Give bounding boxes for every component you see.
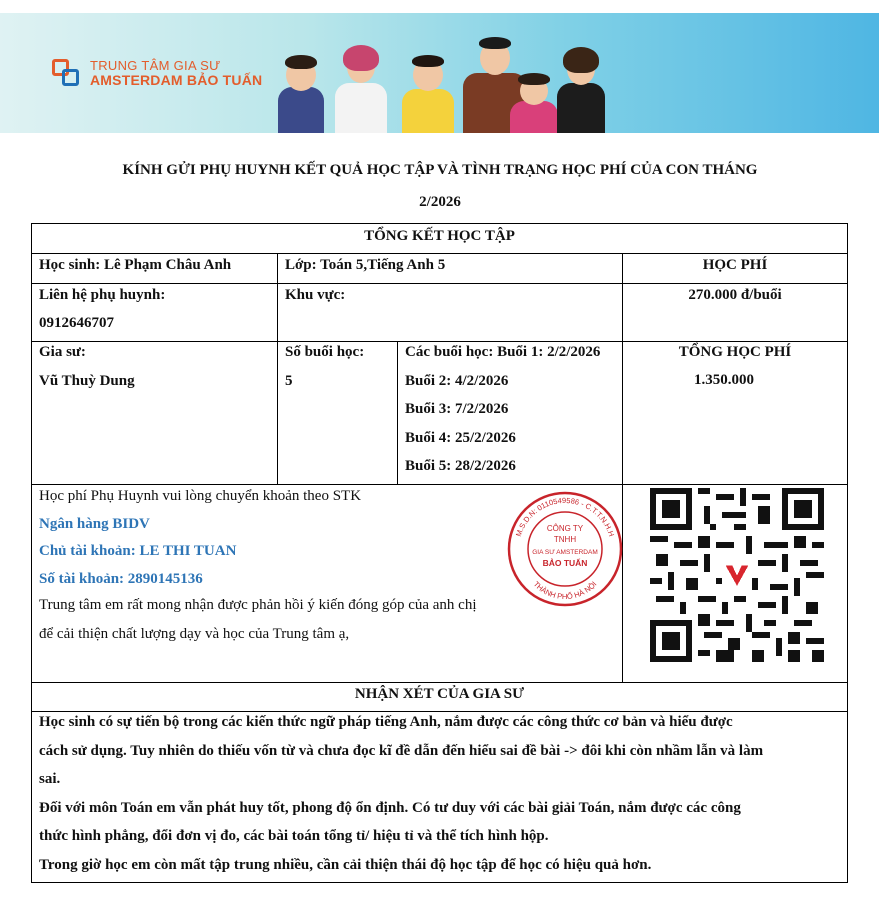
feedback-line1: Trung tâm em rất mong nhận được phản hồi ý kiến đóng góp của anh chị — [39, 597, 477, 613]
report-month: 2/2026 — [419, 194, 461, 210]
total-fee-label: TỔNG HỌC PHÍ — [678, 344, 792, 360]
fee-header: HỌC PHÍ — [702, 257, 768, 273]
logo-line1: TRUNG TÂM GIA SƯ — [90, 58, 221, 74]
tutor-name: Vũ Thuỳ Dung — [39, 373, 135, 389]
student-name: Học sinh: Lê Phạm Châu Anh — [39, 257, 232, 273]
logo-line2: AMSTERDAM BẢO TUẤN — [90, 72, 263, 89]
parent-contact-label: Liên hệ phụ huynh: — [39, 287, 166, 303]
center-logo — [52, 59, 262, 89]
comment-line: cách sử dụng. Tuy nhiên do thiếu vốn từ và chưa đọc kĩ đề dẫn đến hiểu sai đề bài -> đôi khi còn nhầm lẫn và làm — [39, 743, 764, 759]
comment-line: Trong giờ học em còn mất tập trung nhiều, cần cải thiện thái độ học tập để học có hiệu quả hơn. — [39, 857, 652, 873]
session-item: Buổi 2: 4/2/2026 — [405, 373, 509, 389]
parent-phone: 0912646707 — [39, 315, 114, 331]
report-title: KÍNH GỬI PHỤ HUYNH KẾT QUẢ HỌC TẬP VÀ TÌNH TRẠNG HỌC PHÍ CỦA CON THÁNG — [122, 162, 758, 178]
class-subjects: Lớp: Toán 5,Tiếng Anh 5 — [285, 257, 446, 273]
area-label: Khu vực: — [285, 287, 346, 303]
stamp-line3: GIA SƯ AMSTERDAM — [532, 549, 598, 556]
logo-icon — [52, 59, 82, 89]
stamp-ring-text: M.S.D.N: 0110549586 - C.T.T.N.H.H — [513, 495, 617, 538]
comment-line: Học sinh có sự tiến bộ trong các kiến thức ngữ pháp tiếng Anh, nắm được các công thức cơ bản và hiểu được — [39, 714, 733, 730]
comment-line: Đối với môn Toán em vẫn phát huy tốt, phong độ ổn định. Có tư duy với các bài giải Toán, nắm được các công — [39, 800, 741, 816]
company-stamp — [505, 487, 625, 607]
account-number: Số tài khoản: 2890145136 — [39, 571, 203, 587]
total-fee-value: 1.350.000 — [694, 372, 754, 388]
summary-section-title: TỔNG KẾT HỌC TẬP — [364, 228, 515, 244]
comment-line: sai. — [39, 771, 61, 787]
sessions-label: Số buổi học: — [285, 344, 365, 360]
account-holder: Chủ tài khoản: LE THI TUAN — [39, 543, 237, 559]
fee-per-session: 270.000 đ/buổi — [688, 287, 782, 303]
banner-people-photo — [270, 13, 610, 133]
payment-instruction: Học phí Phụ Huynh vui lòng chuyển khoản theo STK — [39, 488, 362, 504]
stamp-line4: BẢO TUẤN — [542, 558, 588, 568]
tutor-comments-header: NHẬN XÉT CỦA GIA SƯ — [354, 686, 525, 702]
stamp-line1: CÔNG TY — [546, 524, 584, 533]
session-item: Buổi 4: 25/2/2026 — [405, 430, 516, 446]
tutor-label: Gia sư: — [39, 344, 86, 360]
session-item: Các buổi học: Buổi 1: 2/2/2026 — [405, 344, 601, 360]
session-item: Buổi 5: 28/2/2026 — [405, 458, 516, 474]
sessions-count: 5 — [285, 373, 293, 389]
header-banner — [0, 13, 879, 133]
stamp-line2: TNHH — [553, 535, 577, 544]
bank-name: Ngân hàng BIDV — [39, 516, 150, 532]
feedback-line2: để cải thiện chất lượng dạy và học của Trung tâm ạ, — [39, 626, 350, 642]
session-item: Buổi 3: 7/2/2026 — [405, 401, 509, 417]
payment-qr-code — [650, 487, 824, 663]
stamp-bottom-text: THÀNH PHỐ HÀ NỘI — [531, 579, 599, 602]
comment-line: thức hình phẳng, đổi đơn vị đo, các bài toán tổng tỉ/ hiệu tỉ và thể tích hình hộp. — [39, 828, 549, 844]
